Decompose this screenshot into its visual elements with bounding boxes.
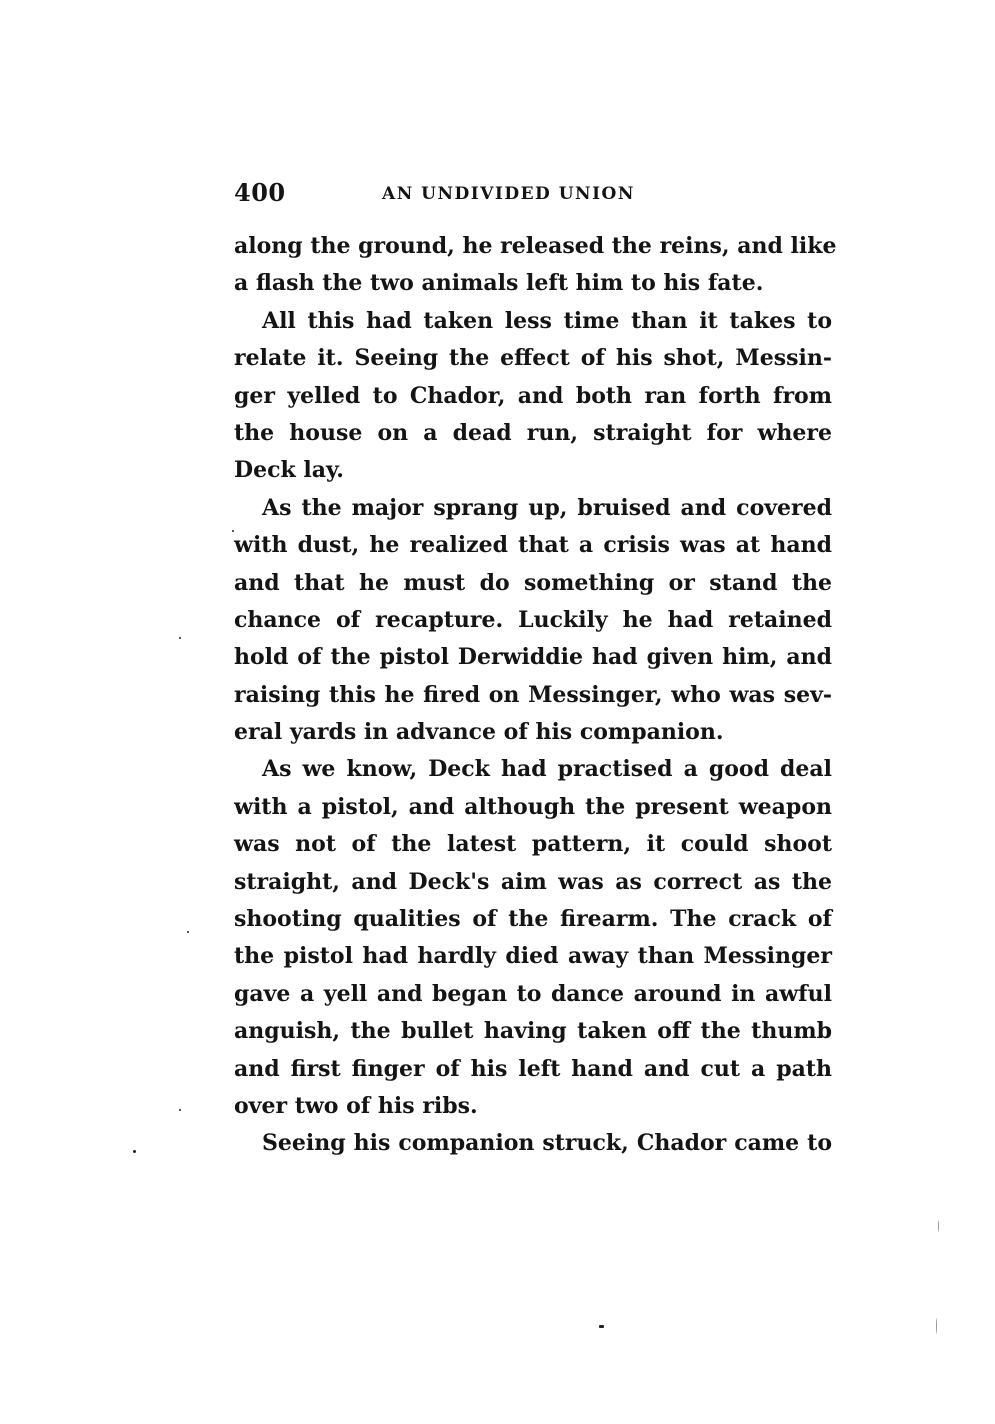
scan-speck [232, 530, 234, 532]
text-line: was not of the latest pattern, it could shoot [234, 831, 832, 858]
text-line: straight, and Deck's aim was as correct as the [234, 868, 832, 895]
text-line: gave a yell and began to dance around in awful [234, 980, 832, 1007]
scan-speck [187, 931, 189, 933]
text-line: relate it. Seeing the effect of his shot, Messin- [234, 345, 832, 372]
text-line: along the ground, he released the reins, and like [234, 233, 837, 259]
text-line: the pistol had hardly died away than Messinger [234, 943, 832, 970]
scan-speck [936, 1318, 937, 1334]
scan-speck [179, 637, 181, 639]
text-line: Deck lay. [234, 457, 344, 484]
body-text [234, 228, 837, 1163]
text-line: Seeing his companion struck, Chador came to [262, 1130, 832, 1157]
page-header [234, 178, 834, 212]
text-line: shooting qualities of the firearm. The crack of [234, 906, 832, 933]
text-line: over two of his ribs. [234, 1092, 478, 1119]
running-title: AN UNDIVIDED UNION [382, 184, 635, 204]
text-line: a flash the two animals left him to his fate. [234, 270, 764, 297]
text-line: and first finger of his left hand and cut a path [234, 1055, 832, 1082]
text-line: All this had taken less time than it takes to [262, 307, 832, 334]
text-line: ger yelled to Chador, and both ran forth from [234, 382, 832, 409]
text-line: anguish, the bullet having taken off the thumb [234, 1018, 832, 1045]
text-line: hold of the pistol Derwiddie had given him, and [234, 644, 832, 671]
text-line: chance of recapture. Luckily he had retained [234, 606, 832, 633]
text-line: and that he must do something or stand the [234, 569, 832, 596]
scan-speck [599, 1325, 604, 1328]
scan-speck [133, 1150, 136, 1153]
text-line: eral yards in advance of his companion. [234, 719, 724, 746]
scan-speck [938, 1220, 939, 1232]
text-line: As we know, Deck had practised a good deal [262, 756, 832, 783]
text-line: the house on a dead run, straight for where [234, 419, 832, 446]
text-line: raising this he fired on Messinger, who was sev- [234, 681, 832, 708]
scan-speck [179, 1109, 181, 1111]
text-line: As the major sprang up, bruised and covered [262, 494, 832, 521]
page-number: 400 [234, 178, 286, 207]
text-line: with dust, he realized that a crisis was at hand [234, 532, 832, 559]
text-line: with a pistol, and although the present weapon [234, 793, 832, 820]
